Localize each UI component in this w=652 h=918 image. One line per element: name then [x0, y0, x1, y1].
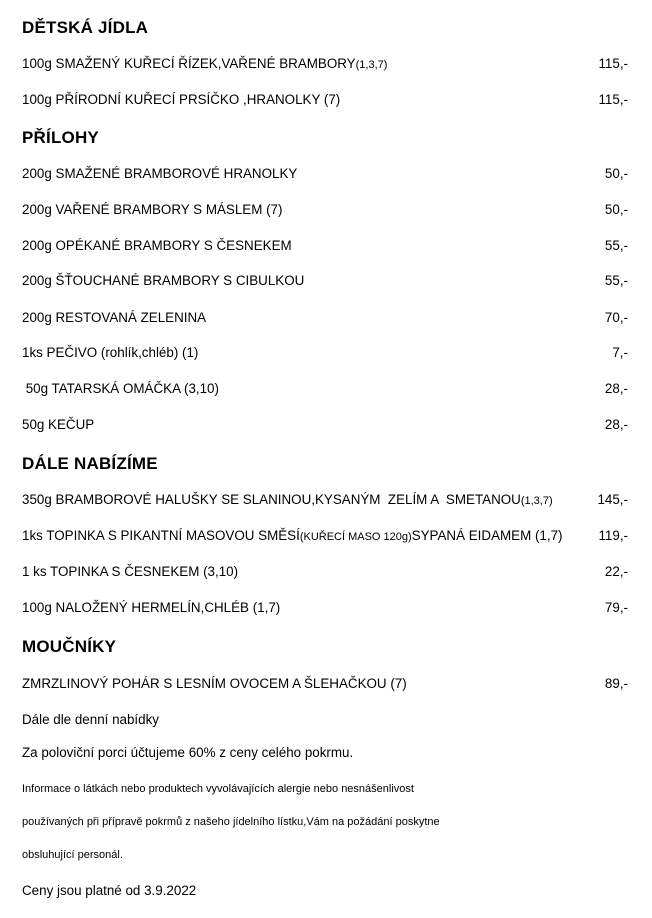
- item-name: 1 ks TOPINKA S ČESNEKEM (3,10): [22, 564, 239, 579]
- item-meat-note: (KUŘECÍ MASO 120g): [299, 531, 412, 543]
- item-price: 89,-: [604, 676, 628, 691]
- menu-item: [22, 417, 628, 437]
- item-name: 100g SMAŽENÝ KUŘECÍ ŘÍZEK,VAŘENÉ BRAMBORY(1,3,7): [22, 56, 388, 71]
- item-name: 200g SMAŽENÉ BRAMBOROVÉ HRANOLKY: [22, 166, 298, 181]
- section-title-desserts: MOUČNÍKY: [22, 637, 117, 656]
- item-name: 100g PŘÍRODNÍ KUŘECÍ PRSÍČKO ,HRANOLKY (7): [22, 92, 341, 107]
- item-price: 7,-: [612, 345, 628, 360]
- section-title-kids: DĚTSKÁ JÍDLA: [22, 18, 149, 37]
- menu-item: [22, 381, 628, 401]
- item-name: 50g TATARSKÁ OMÁČKA (3,10): [22, 381, 219, 396]
- allergen-info-line-3: obsluhující personál.: [22, 849, 123, 861]
- item-price: 55,-: [604, 238, 628, 253]
- menu-item: [22, 238, 628, 258]
- item-name: 200g ŠŤOUCHANÉ BRAMBORY S CIBULKOU: [22, 273, 305, 288]
- item-price: 115,-: [598, 56, 628, 71]
- item-price: 115,-: [598, 92, 628, 107]
- menu-item: [22, 528, 628, 548]
- menu-item: [22, 600, 628, 620]
- item-name: 1ks PEČIVO (rohlík,chléb) (1): [22, 345, 199, 360]
- item-price: 55,-: [604, 273, 628, 288]
- item-name: 200g OPÉKANÉ BRAMBORY S ČESNEKEM: [22, 238, 292, 253]
- menu-item: [22, 492, 628, 512]
- item-price: 119,-: [598, 528, 628, 543]
- item-price: 28,-: [604, 417, 628, 432]
- menu-item: [22, 345, 628, 365]
- section-title-also-offering: DÁLE NABÍZÍME: [22, 454, 158, 473]
- item-name: 200g VAŘENÉ BRAMBORY S MÁSLEM (7): [22, 202, 283, 217]
- item-price: 28,-: [604, 381, 628, 396]
- item-name: 50g KEČUP: [22, 417, 95, 432]
- menu-item: [22, 676, 628, 696]
- section-title-sides: PŘÍLOHY: [22, 128, 99, 147]
- item-price: 70,-: [604, 310, 628, 325]
- allergen-info-line-2: používaných při přípravě pokrmů z našeho jídelního lístku,Vám na požádání poskytne: [22, 816, 440, 828]
- item-name: 1ks TOPINKA S PIKANTNÍ MASOVOU SMĚSÍ(KUŘECÍ MASO 120g)SYPANÁ EIDAMEM (1,7): [22, 528, 563, 543]
- item-price: 22,-: [604, 564, 628, 579]
- item-name: 200g RESTOVANÁ ZELENINA: [22, 310, 207, 325]
- item-price: 50,-: [604, 202, 628, 217]
- allergen-info-line-1: Informace o látkách nebo produktech vyvolávajících alergie nebo nesnášenlivost: [22, 783, 414, 795]
- menu-item: [22, 166, 628, 186]
- menu-item: [22, 202, 628, 222]
- daily-offer-note: Dále dle denní nabídky: [22, 712, 159, 727]
- item-price: 50,-: [604, 166, 628, 181]
- item-price: 79,-: [604, 600, 628, 615]
- item-name: ZMRZLINOVÝ POHÁR S LESNÍM OVOCEM A ŠLEHAČKOU (7): [22, 676, 407, 691]
- item-allergens: (1,3,7): [520, 495, 553, 507]
- item-allergens: (1,3,7): [355, 59, 388, 71]
- menu-item: [22, 310, 628, 330]
- menu-item: [22, 273, 628, 293]
- menu-item: [22, 56, 628, 76]
- item-name: 350g BRAMBOROVÉ HALUŠKY SE SLANINOU,KYSANÝM ZELÍM A SMETANOU(1,3,7): [22, 492, 553, 507]
- menu-item: [22, 564, 628, 584]
- half-portion-note: Za poloviční porci účtujeme 60% z ceny celého pokrmu.: [22, 745, 354, 760]
- item-name: 100g NALOŽENÝ HERMELÍN,CHLÉB (1,7): [22, 600, 281, 615]
- price-validity-note: Ceny jsou platné od 3.9.2022: [22, 883, 197, 898]
- item-price: 145,-: [597, 492, 628, 507]
- menu-item: [22, 92, 628, 112]
